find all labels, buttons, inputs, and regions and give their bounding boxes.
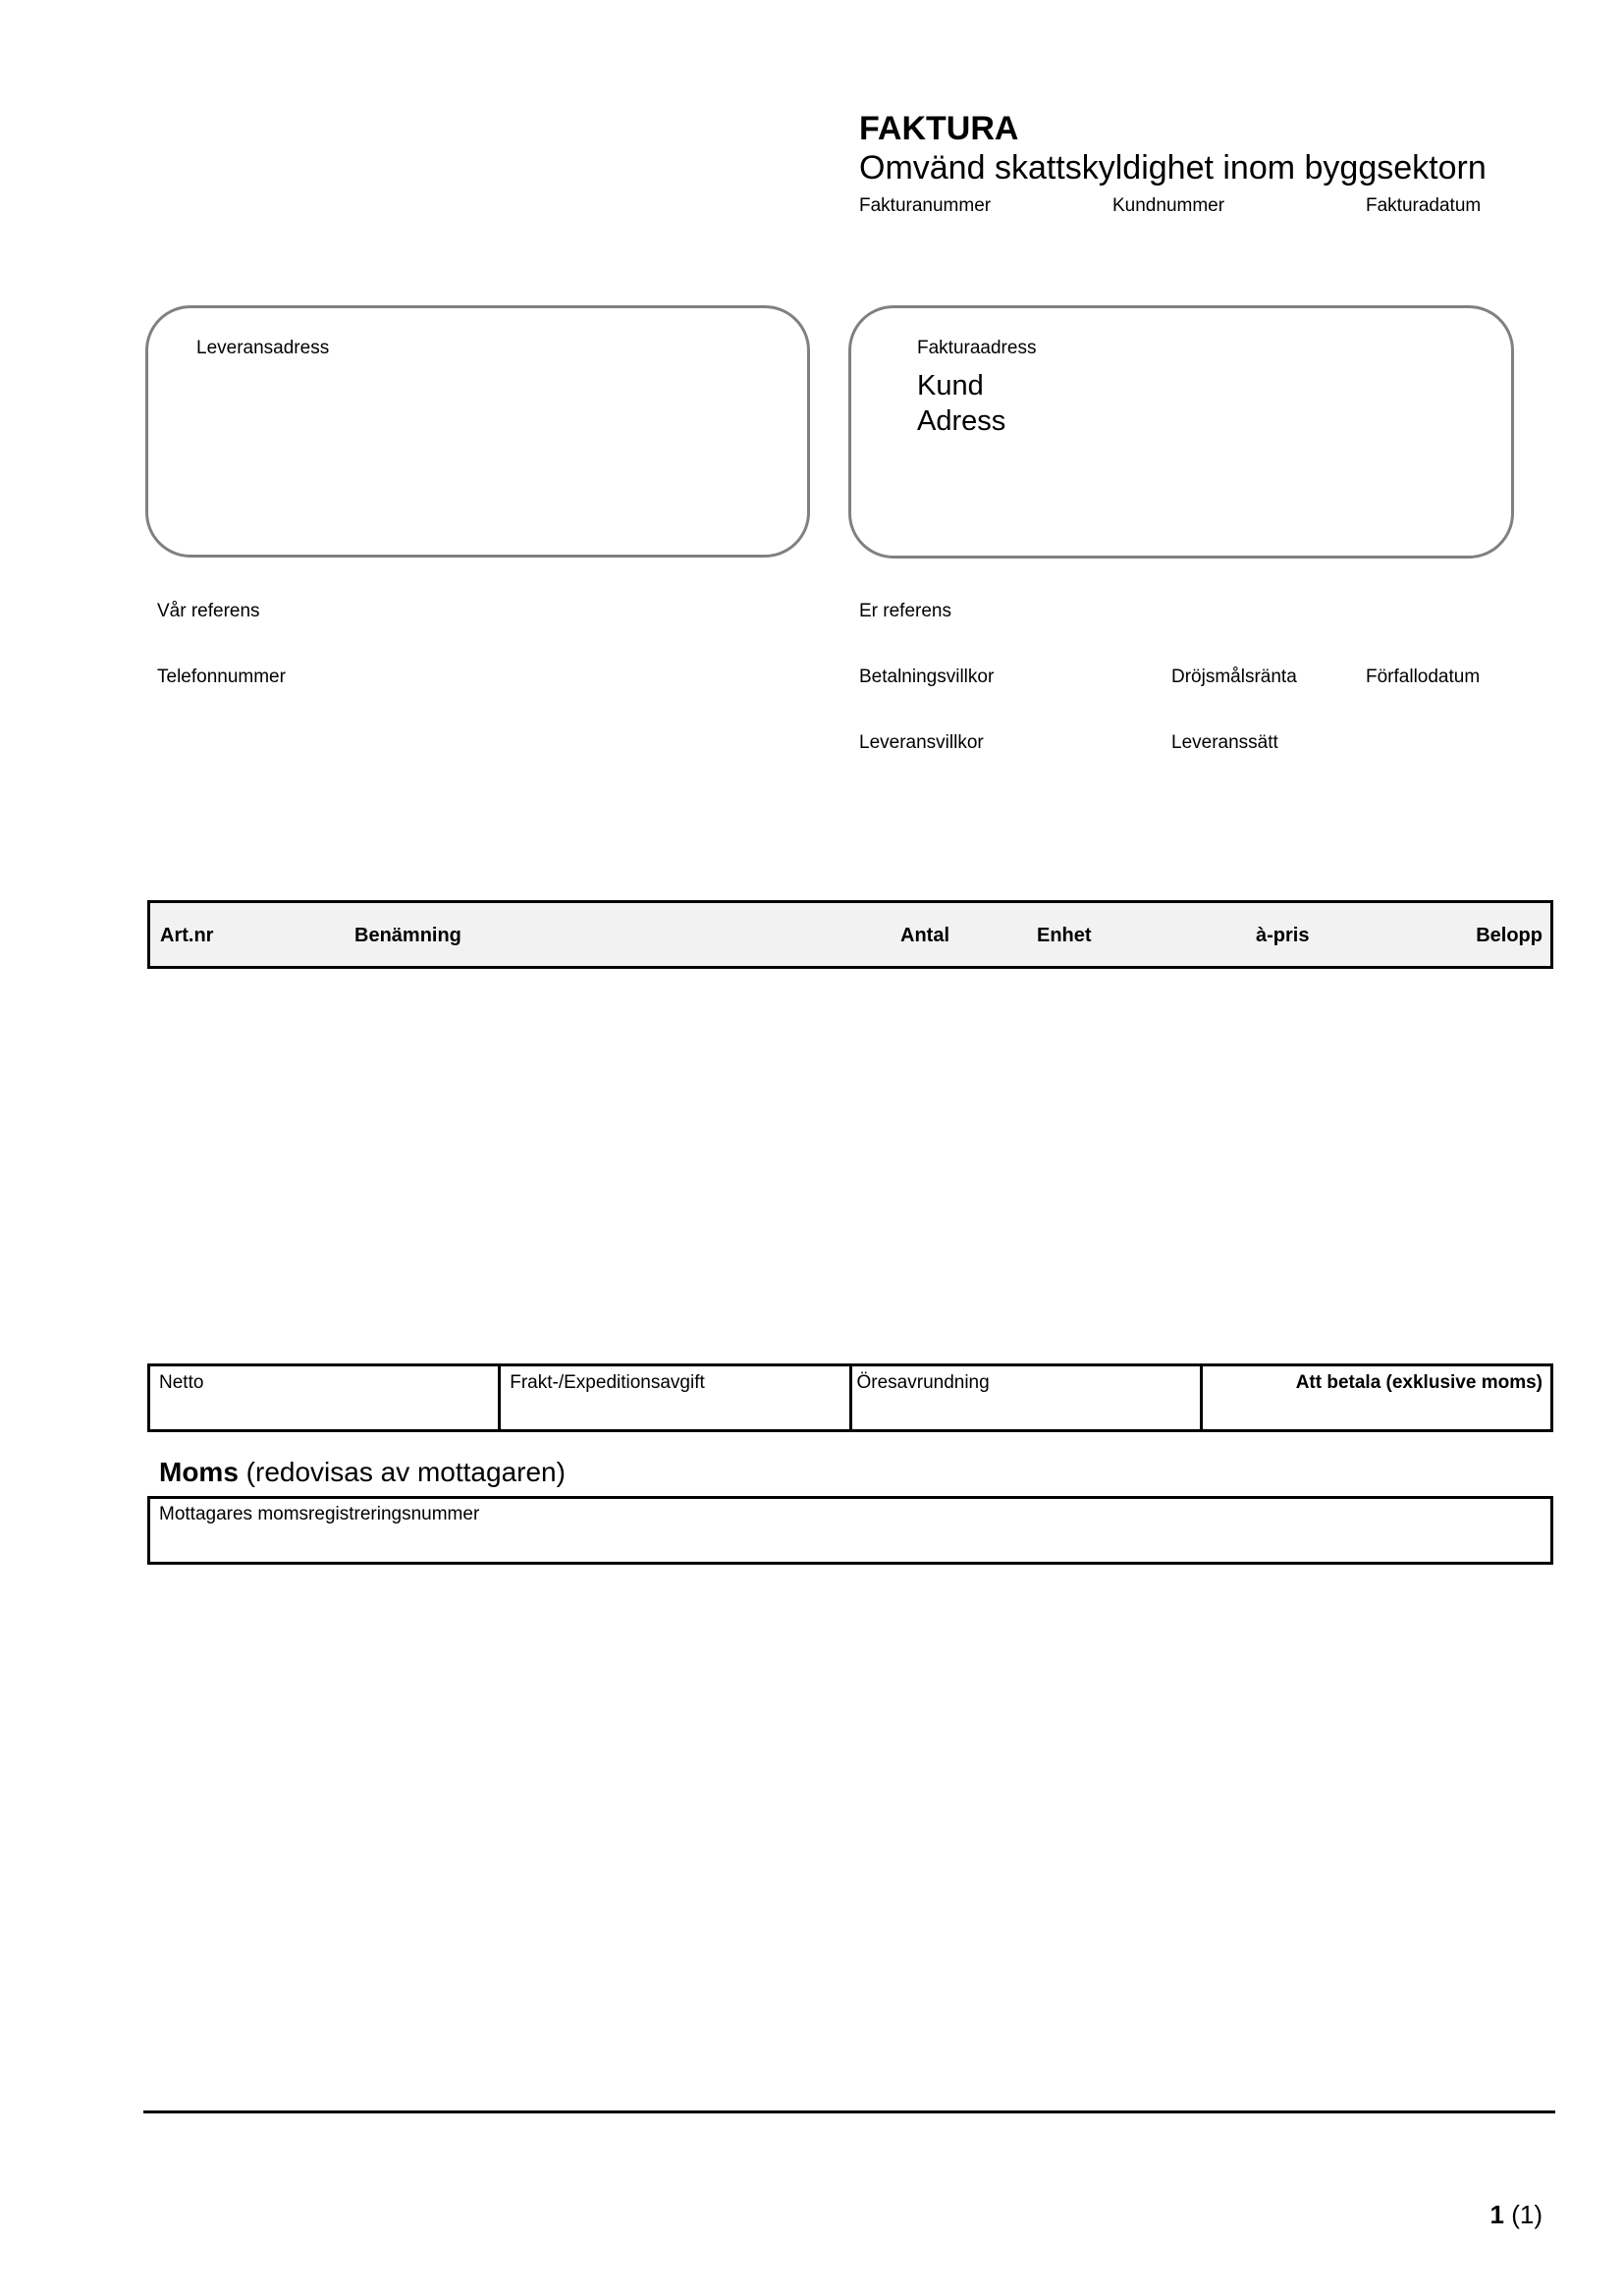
billing-address-label: Fakturaadress	[917, 338, 1037, 358]
vat-heading	[159, 1457, 566, 1488]
footer-divider	[143, 2110, 1555, 2113]
invoice-subtitle: Omvänd skattskyldighet inom byggsektorn	[859, 149, 1487, 187]
customer-number-label: Kundnummer	[1112, 195, 1225, 216]
totals-row	[147, 1363, 1553, 1432]
your-reference-label: Er referens	[859, 601, 951, 621]
vat-registration-label: Mottagares momsregistreringsnummer	[159, 1504, 480, 1524]
shipping-fee-cell	[501, 1366, 851, 1429]
delivery-method-label: Leveranssätt	[1171, 732, 1278, 753]
amount-due-label: Att betala (exklusive moms)	[1295, 1372, 1543, 1393]
vat-heading-bold: Moms	[159, 1457, 239, 1487]
phone-number-label: Telefonnummer	[157, 667, 286, 687]
column-header-unit: Enhet	[1037, 925, 1092, 946]
net-cell	[150, 1366, 501, 1429]
column-header-description: Benämning	[354, 925, 461, 946]
vat-registration-box	[147, 1496, 1553, 1565]
page-number	[1490, 2200, 1543, 2230]
vat-heading-note: (redovisas av mottagaren)	[238, 1457, 566, 1487]
shipping-fee-label: Frakt-/Expeditionsavgift	[510, 1372, 705, 1393]
our-reference-label: Vår referens	[157, 601, 260, 621]
invoice-date-label: Fakturadatum	[1366, 195, 1482, 216]
billing-customer-address: Adress	[917, 405, 1006, 437]
amount-due-cell	[1203, 1366, 1550, 1429]
delivery-terms-label: Leveransvillkor	[859, 732, 984, 753]
column-header-quantity: Antal	[900, 925, 949, 946]
payment-terms-label: Betalningsvillkor	[859, 667, 995, 687]
page-total: (1)	[1504, 2200, 1543, 2229]
delivery-address-label: Leveransadress	[196, 338, 330, 358]
column-header-article-number: Art.nr	[160, 925, 214, 946]
column-header-amount: Belopp	[1476, 925, 1543, 946]
invoice-title: FAKTURA	[859, 110, 1019, 147]
due-date-label: Förfallodatum	[1366, 667, 1481, 687]
page-current: 1	[1489, 2200, 1504, 2229]
rounding-label: Öresavrundning	[856, 1372, 990, 1393]
net-label: Netto	[159, 1372, 204, 1393]
column-header-unit-price: à-pris	[1256, 925, 1310, 946]
late-interest-label: Dröjsmålsränta	[1171, 667, 1297, 687]
items-table-header	[147, 900, 1553, 969]
rounding-cell	[852, 1366, 1203, 1429]
invoice-number-label: Fakturanummer	[859, 195, 992, 216]
billing-customer-name: Kund	[917, 370, 984, 401]
